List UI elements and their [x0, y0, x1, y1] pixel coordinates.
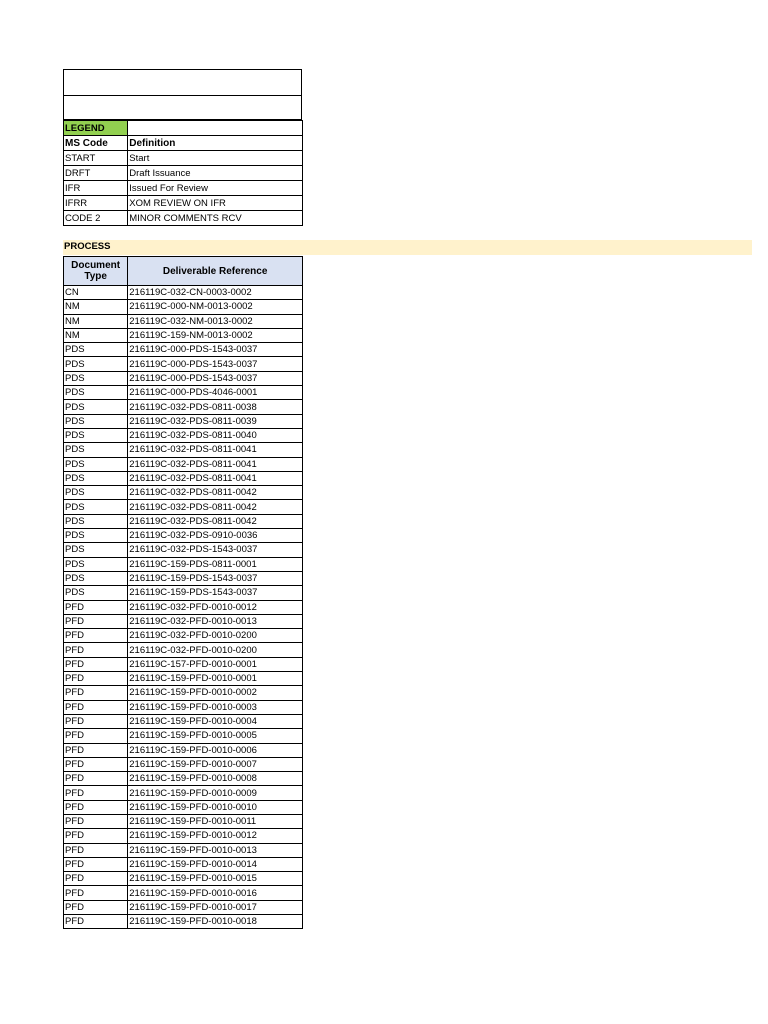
deliverable-reference-cell: 216119C-159-PFD-0010-0012 — [128, 829, 303, 843]
legend-row — [64, 166, 303, 181]
deliverable-reference-cell: 216119C-000-PDS-1543-0037 — [128, 357, 303, 371]
deliverable-reference-cell: 216119C-159-PFD-0010-0014 — [128, 857, 303, 871]
table-row — [64, 629, 303, 643]
document-type-cell: PFD — [64, 629, 128, 643]
deliverable-reference-cell: 216119C-157-PFD-0010-0001 — [128, 657, 303, 671]
table-row — [64, 843, 303, 857]
table-row — [64, 300, 303, 314]
deliverable-reference-header: Deliverable Reference — [128, 257, 303, 286]
legend-definition-cell: MINOR COMMENTS RCV — [128, 211, 303, 226]
document-type-cell: PDS — [64, 571, 128, 585]
process-body — [64, 286, 303, 929]
table-row — [64, 386, 303, 400]
deliverable-reference-cell: 216119C-159-PFD-0010-0003 — [128, 700, 303, 714]
document-type-cell: PFD — [64, 757, 128, 771]
document-type-cell: PDS — [64, 500, 128, 514]
document-type-header: Document Type — [64, 257, 128, 286]
table-row — [64, 286, 303, 300]
deliverable-reference-cell: 216119C-032-PDS-0811-0042 — [128, 486, 303, 500]
process-table — [63, 256, 303, 929]
document-type-cell: PFD — [64, 686, 128, 700]
deliverable-reference-cell: 216119C-000-NM-0013-0002 — [128, 300, 303, 314]
deliverable-reference-cell: 216119C-032-PDS-0811-0041 — [128, 471, 303, 485]
document-type-cell: PFD — [64, 600, 128, 614]
document-type-cell: PFD — [64, 915, 128, 929]
table-row — [64, 600, 303, 614]
deliverable-reference-cell: 216119C-032-PDS-0811-0040 — [128, 428, 303, 442]
table-row — [64, 357, 303, 371]
table-row — [64, 343, 303, 357]
document-type-cell: PFD — [64, 743, 128, 757]
document-type-cell: PDS — [64, 514, 128, 528]
process-band — [63, 240, 752, 255]
document-type-cell: PFD — [64, 700, 128, 714]
document-type-cell: PDS — [64, 457, 128, 471]
table-row — [64, 428, 303, 442]
document-type-cell: PDS — [64, 400, 128, 414]
process-header-row — [64, 257, 303, 286]
document-type-cell: PDS — [64, 486, 128, 500]
document-type-cell: CN — [64, 286, 128, 300]
header-box — [63, 69, 302, 120]
legend-code-cell: CODE 2 — [64, 211, 128, 226]
document-type-cell: PDS — [64, 371, 128, 385]
document-type-cell: NM — [64, 328, 128, 342]
deliverable-reference-cell: 216119C-159-PFD-0010-0005 — [128, 729, 303, 743]
table-row — [64, 772, 303, 786]
legend-code-cell: IFR — [64, 181, 128, 196]
table-row — [64, 800, 303, 814]
document-type-cell: PFD — [64, 657, 128, 671]
table-row — [64, 915, 303, 929]
document-type-cell: PDS — [64, 343, 128, 357]
document-type-cell: PFD — [64, 843, 128, 857]
legend-definition-cell: Issued For Review — [128, 181, 303, 196]
document-type-cell: PFD — [64, 714, 128, 728]
header-divider — [64, 95, 301, 96]
table-row — [64, 672, 303, 686]
deliverable-reference-cell: 216119C-159-PFD-0010-0018 — [128, 915, 303, 929]
deliverable-reference-cell: 216119C-159-PFD-0010-0006 — [128, 743, 303, 757]
deliverable-reference-cell: 216119C-159-PFD-0010-0007 — [128, 757, 303, 771]
table-row — [64, 657, 303, 671]
document-type-cell: PDS — [64, 586, 128, 600]
deliverable-reference-cell: 216119C-000-PDS-4046-0001 — [128, 386, 303, 400]
table-row — [64, 514, 303, 528]
table-row — [64, 543, 303, 557]
document-type-cell: NM — [64, 314, 128, 328]
deliverable-reference-cell: 216119C-159-NM-0013-0002 — [128, 328, 303, 342]
deliverable-reference-cell: 216119C-032-PDS-0811-0041 — [128, 457, 303, 471]
deliverable-reference-cell: 216119C-159-PFD-0010-0011 — [128, 814, 303, 828]
deliverable-reference-cell: 216119C-159-PFD-0010-0016 — [128, 886, 303, 900]
legend-title-blank — [128, 121, 303, 136]
deliverable-reference-cell: 216119C-159-PFD-0010-0017 — [128, 900, 303, 914]
legend-title-row — [64, 121, 303, 136]
document-type-cell: PFD — [64, 886, 128, 900]
table-row — [64, 857, 303, 871]
document-type-cell: NM — [64, 300, 128, 314]
table-row — [64, 328, 303, 342]
table-row — [64, 700, 303, 714]
document-type-cell: PDS — [64, 443, 128, 457]
document-type-cell: PDS — [64, 543, 128, 557]
deliverable-reference-cell: 216119C-000-PDS-1543-0037 — [128, 343, 303, 357]
table-row — [64, 900, 303, 914]
document-type-cell: PFD — [64, 814, 128, 828]
deliverable-reference-cell: 216119C-032-PDS-0811-0042 — [128, 514, 303, 528]
table-row — [64, 614, 303, 628]
table-row — [64, 686, 303, 700]
legend-code-cell: DRFT — [64, 166, 128, 181]
deliverable-reference-cell: 216119C-032-PDS-0811-0039 — [128, 414, 303, 428]
table-row — [64, 886, 303, 900]
document-type-cell: PDS — [64, 428, 128, 442]
legend-code-cell: START — [64, 151, 128, 166]
table-row — [64, 786, 303, 800]
document-type-cell: PFD — [64, 872, 128, 886]
deliverable-reference-cell: 216119C-159-PFD-0010-0015 — [128, 872, 303, 886]
deliverable-reference-cell: 216119C-032-PFD-0010-0200 — [128, 643, 303, 657]
deliverable-reference-cell: 216119C-159-PFD-0010-0008 — [128, 772, 303, 786]
legend-row — [64, 181, 303, 196]
deliverable-reference-cell: 216119C-159-PDS-1543-0037 — [128, 586, 303, 600]
deliverable-reference-cell: 216119C-159-PFD-0010-0010 — [128, 800, 303, 814]
table-row — [64, 314, 303, 328]
deliverable-reference-cell: 216119C-032-PDS-0811-0042 — [128, 500, 303, 514]
document-type-cell: PDS — [64, 529, 128, 543]
legend-header-row — [64, 136, 303, 151]
legend-row — [64, 211, 303, 226]
table-row — [64, 557, 303, 571]
deliverable-reference-cell: 216119C-032-PFD-0010-0013 — [128, 614, 303, 628]
deliverable-reference-cell: 216119C-032-PDS-0811-0038 — [128, 400, 303, 414]
table-row — [64, 371, 303, 385]
legend-row — [64, 196, 303, 211]
deliverable-reference-cell: 216119C-159-PFD-0010-0009 — [128, 786, 303, 800]
document-type-cell: PFD — [64, 786, 128, 800]
document-type-cell: PFD — [64, 829, 128, 843]
deliverable-reference-cell: 216119C-159-PDS-1543-0037 — [128, 571, 303, 585]
document-type-cell: PFD — [64, 857, 128, 871]
document-type-cell: PFD — [64, 643, 128, 657]
table-row — [64, 643, 303, 657]
table-row — [64, 757, 303, 771]
legend-row — [64, 151, 303, 166]
legend-code-header: MS Code — [64, 136, 128, 151]
document-type-cell: PDS — [64, 471, 128, 485]
document-type-cell: PFD — [64, 800, 128, 814]
legend-definition-cell: Draft Issuance — [128, 166, 303, 181]
table-row — [64, 471, 303, 485]
deliverable-reference-cell: 216119C-000-PDS-1543-0037 — [128, 371, 303, 385]
document-type-cell: PDS — [64, 557, 128, 571]
deliverable-reference-cell: 216119C-032-PDS-0910-0036 — [128, 529, 303, 543]
deliverable-reference-cell: 216119C-032-PFD-0010-0012 — [128, 600, 303, 614]
table-row — [64, 457, 303, 471]
table-row — [64, 486, 303, 500]
table-row — [64, 529, 303, 543]
table-row — [64, 400, 303, 414]
document-type-cell: PFD — [64, 772, 128, 786]
deliverable-reference-cell: 216119C-032-PDS-1543-0037 — [128, 543, 303, 557]
deliverable-reference-cell: 216119C-032-PFD-0010-0200 — [128, 629, 303, 643]
legend-table — [63, 120, 303, 226]
deliverable-reference-cell: 216119C-159-PFD-0010-0013 — [128, 843, 303, 857]
table-row — [64, 500, 303, 514]
document-type-cell: PDS — [64, 386, 128, 400]
table-row — [64, 729, 303, 743]
deliverable-reference-cell: 216119C-032-NM-0013-0002 — [128, 314, 303, 328]
table-row — [64, 571, 303, 585]
deliverable-reference-cell: 216119C-159-PFD-0010-0004 — [128, 714, 303, 728]
table-row — [64, 814, 303, 828]
deliverable-reference-cell: 216119C-159-PDS-0811-0001 — [128, 557, 303, 571]
deliverable-reference-cell: 216119C-032-PDS-0811-0041 — [128, 443, 303, 457]
deliverable-reference-cell: 216119C-159-PFD-0010-0001 — [128, 672, 303, 686]
table-row — [64, 872, 303, 886]
legend-section — [63, 69, 302, 226]
table-row — [64, 714, 303, 728]
table-row — [64, 829, 303, 843]
table-row — [64, 743, 303, 757]
legend-definition-cell: XOM REVIEW ON IFR — [128, 196, 303, 211]
table-row — [64, 443, 303, 457]
document-type-cell: PFD — [64, 672, 128, 686]
deliverable-reference-cell: 216119C-159-PFD-0010-0002 — [128, 686, 303, 700]
legend-definition-header: Definition — [128, 136, 303, 151]
legend-body — [64, 151, 303, 226]
legend-definition-cell: Start — [128, 151, 303, 166]
document-type-cell: PFD — [64, 729, 128, 743]
legend-title: LEGEND — [64, 121, 128, 136]
document-type-cell: PDS — [64, 357, 128, 371]
deliverable-reference-cell: 216119C-032-CN-0003-0002 — [128, 286, 303, 300]
table-row — [64, 414, 303, 428]
document-type-cell: PFD — [64, 900, 128, 914]
table-row — [64, 586, 303, 600]
legend-code-cell: IFRR — [64, 196, 128, 211]
document-type-cell: PFD — [64, 614, 128, 628]
process-label: PROCESS — [64, 241, 111, 252]
document-type-cell: PDS — [64, 414, 128, 428]
